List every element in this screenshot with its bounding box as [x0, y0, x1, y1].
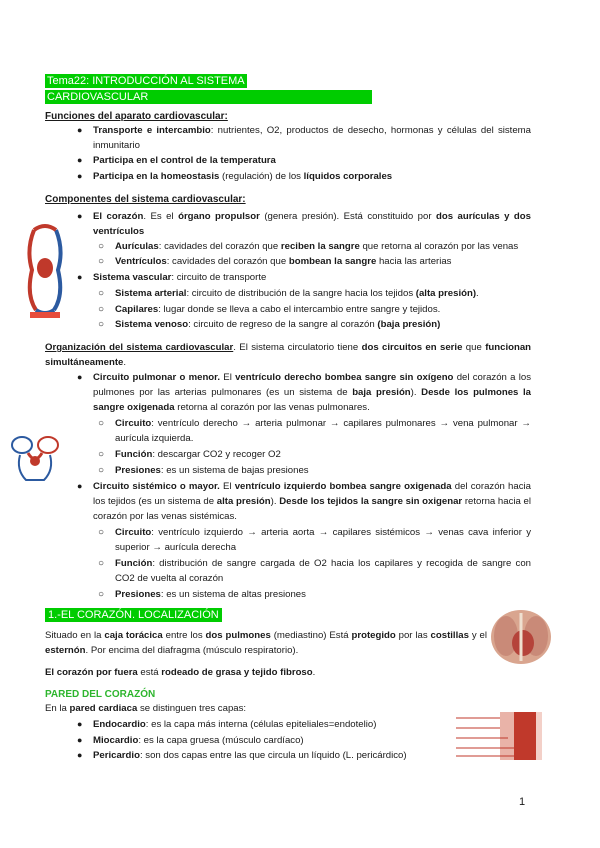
circle-bullet-icon: ○	[98, 589, 105, 600]
circuito-pulmonar-item: Circuito pulmonar o menor. El ventrículo derecho bombea sangre sin oxígeno del corazón a los pulmones por las arterias pulmonares (es un sistema de baja presión). Desde los pulmones la sangre oxigenada retorna al corazón por las venas pulmonares.	[93, 372, 532, 413]
funciones-item-1: Transporte e intercambio: nutrientes, O2, productos de desecho, hormonas y células del sistema inmunitario	[93, 125, 532, 151]
pared-intro: En la pared cardiaca se distinguen tres capas:	[45, 703, 247, 714]
capa-endocardio: Endocardio: es la capa más interna (células epiteliales=endotelio)	[93, 719, 377, 730]
localizacion-paragraph: Situado en la caja torácica entre los dos pulmones (mediastino) Está protegido por las costillas y el esternón. Por encima del diafragma (músculo respiratorio).	[45, 630, 487, 656]
section-heading-corazon: 1.-EL CORAZÓN. LOCALIZACIÓN	[45, 608, 222, 622]
circle-bullet-icon: ○	[98, 527, 105, 538]
bullet-icon: ●	[77, 372, 83, 382]
auriculas-item: Aurículas: cavidades del corazón que reciben la sangre que retorna al corazón por las venas	[115, 241, 519, 252]
circle-bullet-icon: ○	[98, 288, 105, 299]
bullet-icon: ●	[77, 171, 83, 181]
bullet-icon: ●	[77, 155, 83, 165]
circuito-sistemico-item: Circuito sistémico o mayor. El ventrículo izquierdo bombea sangre oxigenada del corazón hacia los tejidos (es un sistema de alta presión). Desde los tejidos la sangre sin oxigenar retorna hacia el corazón por las venas sistémicas.	[93, 481, 532, 522]
exterior-paragraph: El corazón por fuera está rodeado de grasa y tejido fibroso.	[45, 667, 316, 678]
circle-bullet-icon: ○	[98, 465, 105, 476]
circle-bullet-icon: ○	[98, 319, 105, 330]
vascular-item: Sistema vascular: circuito de transporte	[93, 272, 267, 283]
capa-miocardio: Miocardio: es la capa gruesa (músculo cardíaco)	[93, 735, 304, 746]
organizacion-paragraph: Organización del sistema cardiovascular. El sistema circulatorio tiene dos circuitos en serie que funcionan simultáneamente.	[45, 342, 532, 368]
funciones-heading: Funciones del aparato cardiovascular:	[45, 111, 228, 122]
page-title-line1: Tema22: INTRODUCCIÓN AL SISTEMA	[47, 75, 245, 87]
page-title-line2: CARDIOVASCULAR	[45, 90, 372, 104]
bullet-icon: ●	[77, 735, 83, 745]
funciones-item-3: Participa en la homeostasis (regulación) de los líquidos corporales	[93, 171, 393, 182]
ventriculos-item: Ventrículos: cavidades del corazón que bombean la sangre hacia las arterias	[115, 256, 452, 267]
sistemico-presiones: Presiones: es un sistema de altas presiones	[115, 589, 306, 600]
heart-wall-layers-image	[448, 710, 548, 762]
circle-bullet-icon: ○	[98, 256, 105, 267]
sistemico-funcion: Función: distribución de sangre cargada de O2 hacia los capilares y recogida de sangre con CO2 de vuelta al corazón	[115, 558, 531, 584]
cardiovascular-diagram-image	[22, 220, 68, 320]
bullet-icon: ●	[77, 125, 83, 135]
circulation-diagram-image	[8, 425, 63, 485]
sistemico-circuito: Circuito: ventrículo izquierdo → arteria aorta → capilares sistémicos → venas cava inferior y superior → aurícula derecha	[115, 527, 531, 553]
pared-heading: PARED DEL CORAZÓN	[45, 689, 156, 700]
capilares-item: Capilares: lugar donde se lleva a cabo el intercambio entre sangre y tejidos.	[115, 304, 441, 315]
pulmonar-circuito: Circuito: ventrículo derecho → arteria pulmonar → capilares pulmonares → vena pulmonar → aurícula izquierda.	[115, 418, 531, 444]
bullet-icon: ●	[77, 272, 83, 282]
page-number: 1	[519, 796, 526, 808]
capa-pericardio: Pericardio: son dos capas entre las que circula un líquido (L. pericárdico)	[93, 750, 407, 761]
bullet-icon: ●	[77, 211, 83, 221]
circle-bullet-icon: ○	[98, 449, 105, 460]
funciones-item-2: Participa en el control de la temperatura	[93, 155, 276, 166]
bullet-icon: ●	[77, 719, 83, 729]
circle-bullet-icon: ○	[98, 418, 105, 429]
componentes-heading: Componentes del sistema cardiovascular:	[45, 194, 246, 205]
arterial-item: Sistema arterial: circuito de distribución de la sangre hacia los tejidos (alta presión).	[115, 288, 479, 299]
bullet-icon: ●	[77, 481, 83, 491]
bullet-icon: ●	[77, 750, 83, 760]
pulmonar-presiones: Presiones: es un sistema de bajas presiones	[115, 465, 309, 476]
venoso-item: Sistema venoso: circuito de regreso de la sangre al corazón (baja presión)	[115, 319, 441, 330]
thorax-heart-image	[490, 608, 552, 666]
circle-bullet-icon: ○	[98, 558, 105, 569]
corazon-item: El corazón. Es el órgano propulsor (genera presión). Está constituido por dos aurículas y dos ventrículos	[93, 211, 531, 237]
circle-bullet-icon: ○	[98, 304, 105, 315]
circle-bullet-icon: ○	[98, 241, 105, 252]
pulmonar-funcion: Función: descargar CO2 y recoger O2	[115, 449, 281, 460]
